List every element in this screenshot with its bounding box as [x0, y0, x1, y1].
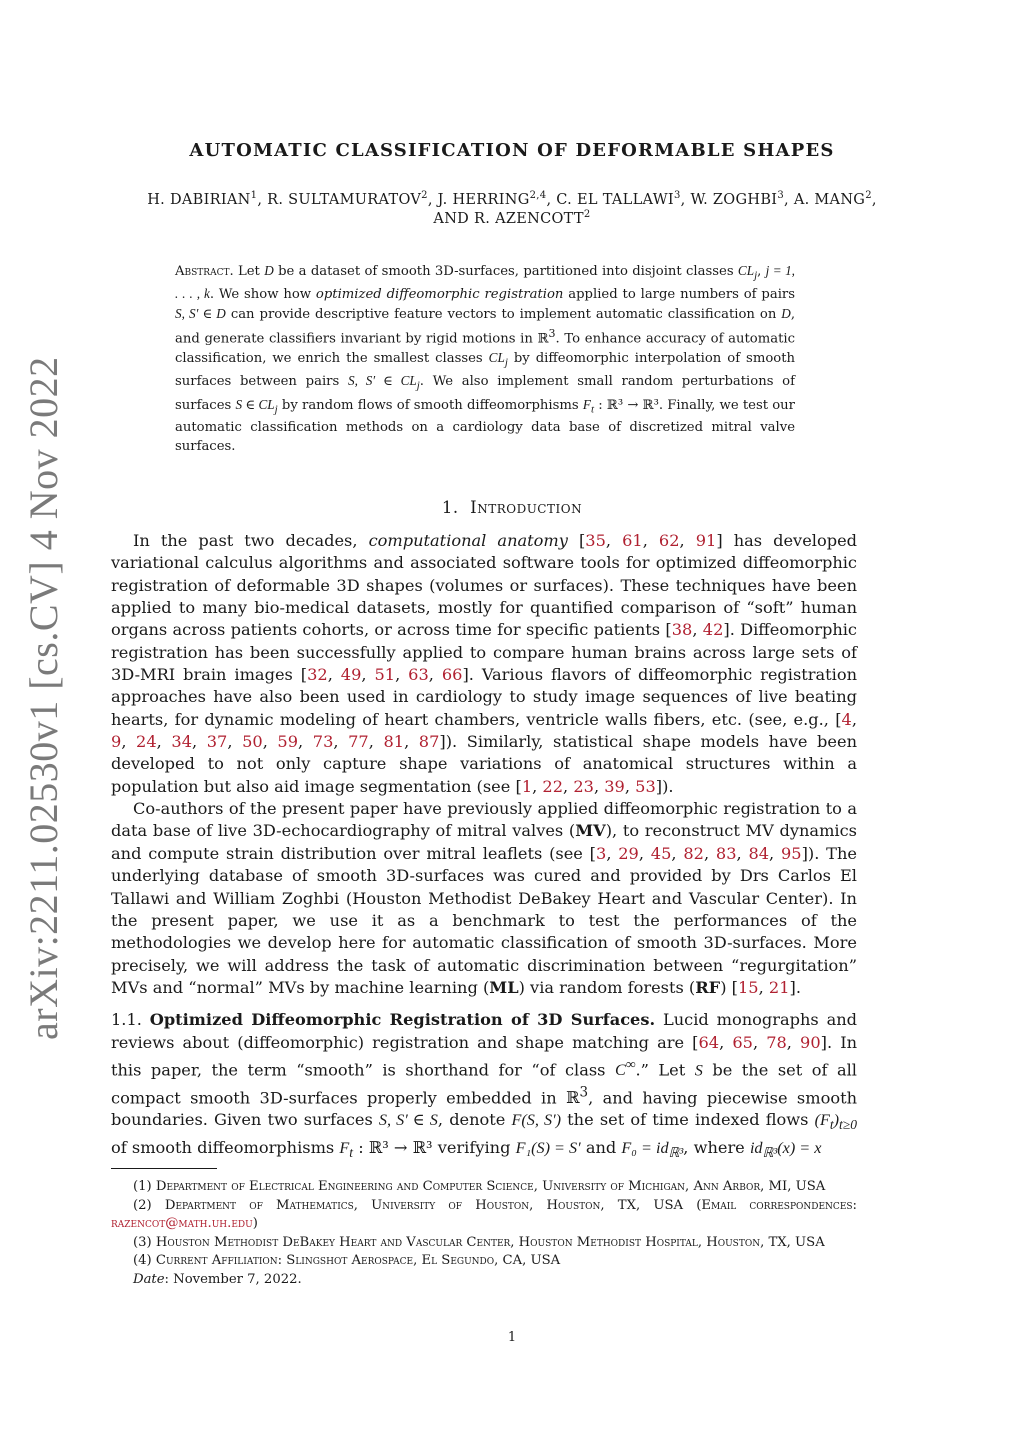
citation-link[interactable]: 95	[780, 843, 802, 863]
abstract-label: Abstract.	[175, 264, 234, 279]
abstract: Abstract. Let D be a dataset of smooth 3D-surfaces, partitioned into disjoint classes $CL_j$, j = 1, . . . , k. We show how optimized diffeomorphic registration applied to large numbers of pairs S, S′ ∈ D can provide descriptive feature vectors to implement automatic classification on D, and generate classifiers invariant by rigid motions in ℝ$^3$. To enhance accuracy of automatic classification, we enrich the smallest classes $CL_j$ by diffeomorphic interpolation of smooth surfaces between pairs S, S′ ∈ $CL_j$. We also implement small random perturbations of surfaces S ∈ $CL_j$ by random flows of smooth diffeomorphisms $F_t$ : ℝ³ → ℝ³. Finally, we test our automatic classification methods on a cardiology data base of discretized mitral valve surfaces.	[175, 263, 796, 454]
citation-link[interactable]: 15	[737, 977, 759, 997]
citation-link[interactable]: 82	[683, 843, 704, 863]
subsection-paragraph: 1.1. Optimized Diffeomorphic Registration of 3D Surfaces. Lucid monographs and reviews about (diffeomorphic) registration and shape matching are [64, 65, 78, 90]. In this paper, the term “smooth” is shorthand for “of class C∞.” Let S be the set of all compact smooth 3D-surfaces properly embedded in ℝ$^3$, and having piecewise smooth boundaries. Given two surfaces S, S′ ∈ S, denote F(S, S′) the set of time indexed flows $(F_t)_{t\ge 0}$ of smooth diffeomorphisms $F_t$ : ℝ³ → ℝ³ verifying F₁(S) = S′ and $F_0 = id_{ℝ^3}$, where $id_{ℝ^3}(x) = x$	[111, 1010, 858, 1161]
author: R. AZENCOTT	[474, 211, 584, 227]
citation-link[interactable]: 84	[748, 843, 770, 863]
citation-link[interactable]: 4	[841, 709, 852, 729]
footnote: (1) Department of Electrical Engineering and Computer Science, University of Michigan, Ann Arbor, MI, USA	[133, 1179, 826, 1194]
section-heading-introduction: 1. Introduction	[441, 498, 583, 517]
citation-link[interactable]: 81	[383, 732, 405, 752]
citation-link[interactable]: 35	[585, 531, 606, 550]
arxiv-identifier: arXiv:2211.02530v1 [cs.CV] 4 Nov 2022	[21, 356, 66, 1040]
footnote: (2) Department of Mathematics, University of Houston, Houston, TX, USA (Email correspondences: razencot@math.uh.edu)	[111, 1197, 857, 1232]
author: C. EL TALLAWI	[556, 192, 674, 208]
author-list: H. DABIRIAN$^1$, R. SULTAMURATOV$^2$, J. HERRING$^{2,4}$, C. EL TALLAWI$^3$, W. ZOGHBI$^3$, A. MANG$^2$, AND R. AZENCOTT$^2$	[147, 190, 877, 227]
citation-link[interactable]: 21	[768, 977, 790, 997]
citation-link[interactable]: 61	[622, 531, 643, 550]
author: A. MANG	[793, 192, 866, 208]
citation-link[interactable]: 9	[111, 732, 122, 752]
citation-link[interactable]: 45	[650, 843, 672, 863]
citation-link[interactable]: 87	[418, 732, 440, 752]
citation-link[interactable]: 73	[312, 732, 334, 752]
citation-link[interactable]: 24	[136, 732, 157, 752]
page-number: 1	[507, 1330, 517, 1345]
footnote-rule	[111, 1168, 217, 1169]
citation-link[interactable]: 37	[206, 732, 228, 752]
citation-link[interactable]: 91	[695, 531, 717, 550]
citation-link[interactable]: 34	[171, 732, 192, 752]
footnotes	[111, 1178, 857, 1290]
citation-link[interactable]: 62	[658, 531, 680, 550]
citation-link[interactable]: 83	[715, 843, 737, 863]
citation-link[interactable]: 32	[307, 665, 328, 685]
citation-link[interactable]: 1	[521, 776, 533, 796]
citation-link[interactable]: 50	[242, 732, 263, 752]
date-line: Date: November 7, 2022.	[133, 1271, 302, 1287]
citation-link[interactable]: 59	[277, 732, 299, 752]
citation-link[interactable]: 29	[618, 843, 639, 863]
citation-link[interactable]: 49	[340, 665, 362, 685]
footnote: (3) Houston Methodist DeBakey Heart and Vascular Center, Houston Methodist Hospital, Houston, TX, USA	[133, 1234, 825, 1250]
emphasis: optimized diffeomorphic registration	[315, 287, 564, 303]
footnote: (4) Current Affiliation: Slingshot Aerospace, El Segundo, CA, USA	[133, 1253, 561, 1269]
citation-link[interactable]: 39	[604, 776, 625, 796]
subsection-title: Optimized Diffeomorphic Registration of 3D Surfaces.	[149, 1010, 656, 1030]
citation-link[interactable]: 66	[441, 665, 463, 685]
citation-link[interactable]: 23	[573, 776, 594, 796]
paper-title: AUTOMATIC CLASSIFICATION OF DEFORMABLE SHAPES	[189, 140, 835, 161]
citation-link[interactable]: 78	[766, 1032, 787, 1052]
author: W. ZOGHBI	[690, 192, 778, 208]
author: J. HERRING	[437, 192, 530, 208]
email-link[interactable]: razencot@math.uh.edu	[111, 1216, 253, 1232]
citation-link[interactable]: 51	[374, 665, 396, 685]
subsection-number: 1.1.	[111, 1010, 142, 1030]
author: R. SULTAMURATOV	[267, 192, 422, 208]
citation-link[interactable]: 64	[698, 1032, 720, 1052]
citation-link[interactable]: 42	[702, 620, 724, 640]
citation-link[interactable]: 90	[800, 1032, 821, 1052]
paragraph: In the past two decades, computational anatomy [35, 61, 62, 91] has developed variational calculus algorithms and associated software tools for optimized diffeomorphic registration of deformable 3D shapes (volumes or surfaces). These techniques have been applied to many bio-medical datasets, mostly for quantified comparison of “soft” human organs across patients cohorts, or across time for specific patients [38, 42]. Diffeomorphic registration has been successfully applied to compare human brains across large sets of 3D-MRI brain images [32, 49, 51, 63, 66]. Various flavors of diffeomorphic registration approaches have also been used in cardiology to study image sequences of live beating hearts, for dynamic modeling of heart chambers, ventricle walls fibers, etc. (see, e.g., [4, 9, 24, 34, 37, 50, 59, 73, 77, 81, 87]). Similarly, statistical shape models have been developed to not only capture shape variations of anatomical structures within a population but also aid image segmentation (see [1, 22, 23, 39, 53]).	[111, 531, 858, 796]
citation-link[interactable]: 77	[348, 732, 369, 752]
citation-link[interactable]: 22	[542, 776, 564, 796]
citation-link[interactable]: 38	[671, 620, 693, 640]
citation-link[interactable]: 3	[596, 843, 607, 863]
citation-link[interactable]: 63	[408, 665, 429, 685]
body-text	[111, 530, 857, 1165]
citation-link[interactable]: 53	[635, 776, 656, 796]
author: H. DABIRIAN	[147, 192, 251, 208]
citation-link[interactable]: 65	[732, 1032, 753, 1052]
paragraph: Co-authors of the present paper have previously applied diffeomorphic registration to a data base of live 3D-echocardiography of mitral valves (MV), to reconstruct MV dynamics and compute strain distribution over mitral leaflets (see [3, 29, 45, 82, 83, 84, 95]). The underlying database of smooth 3D-surfaces was cured and provided by Drs Carlos El Tallawi and William Zoghbi (Houston Methodist DeBakey Heart and Vascular Center). In the present paper, we use it as a benchmark to test the performances of the methodologies we develop here for automatic classification of smooth 3D-surfaces. More precisely, we will address the task of automatic discrimination between “regurgitation” MVs and “normal” MVs by machine learning (ML) via random forests (RF) [15, 21].	[111, 799, 857, 997]
